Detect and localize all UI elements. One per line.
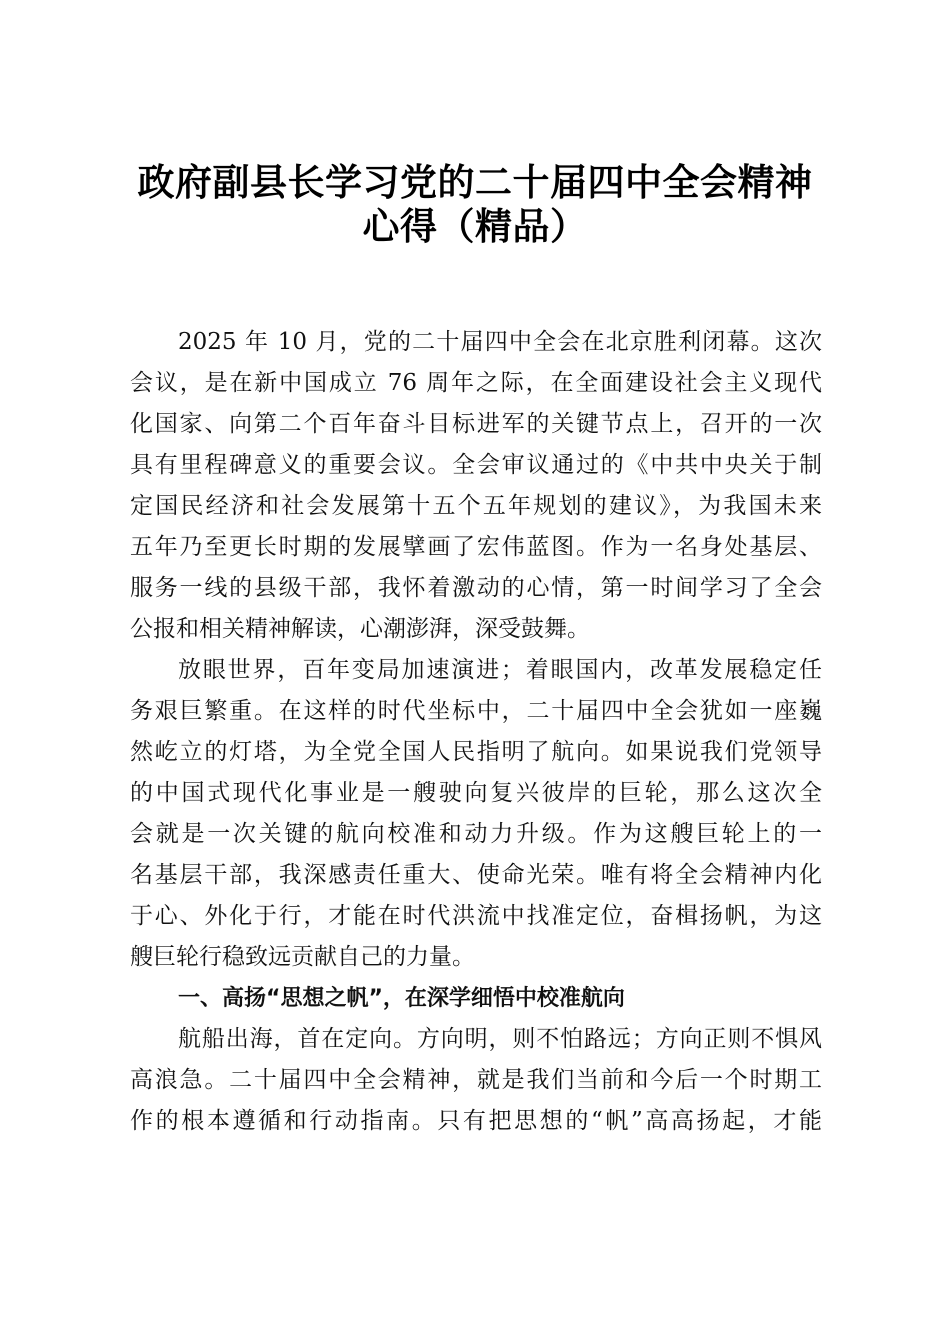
text-line: 五年乃至更长时期的发展擘画了宏伟蓝图。作为一名身处基层、 bbox=[130, 534, 822, 560]
text-line: 会议，是在新中国成立 76 周年之际，在全面建设社会主义现代 bbox=[130, 370, 822, 396]
text-line: 服务一线的县级干部，我怀着激动的心情，第一时间学习了全会 bbox=[130, 575, 822, 601]
text-line: 务艰巨繁重。在这样的时代坐标中，二十届四中全会犹如一座巍 bbox=[130, 698, 822, 724]
document-body bbox=[130, 322, 822, 1142]
paragraph-2 bbox=[130, 650, 822, 978]
text-line: 然屹立的灯塔，为全党全国人民指明了航向。如果说我们党领导 bbox=[130, 739, 822, 765]
text-line: 会就是一次关键的航向校准和动力升级。作为这艘巨轮上的一 bbox=[130, 821, 822, 847]
paragraph-3 bbox=[130, 1019, 822, 1142]
text-line: 公报和相关精神解读，心潮澎湃，深受鼓舞。 bbox=[130, 616, 590, 642]
text-line: 航船出海，首在定向。方向明，则不怕路远；方向正则不惧风 bbox=[178, 1026, 822, 1052]
section-heading-text: 一、高扬“思想之帆”，在深学细悟中校准航向 bbox=[178, 986, 625, 1011]
text-line: 定国民经济和社会发展第十五个五年规划的建议》，为我国未来 bbox=[130, 493, 822, 519]
document-title bbox=[120, 160, 830, 248]
text-line: 名基层干部，我深感责任重大、使命光荣。唯有将全会精神内化 bbox=[130, 862, 822, 888]
text-line: 放眼世界，百年变局加速演进；着眼国内，改革发展稳定任 bbox=[178, 657, 822, 683]
text-line: 化国家、向第二个百年奋斗目标进军的关键节点上，召开的一次 bbox=[130, 411, 822, 437]
text-line: 高浪急。二十届四中全会精神，就是我们当前和今后一个时期工 bbox=[130, 1067, 822, 1093]
title-line-1: 政府副县长学习党的二十届四中全会精神 bbox=[137, 160, 813, 204]
text-line: 具有里程碑意义的重要会议。全会审议通过的《中共中央关于制 bbox=[130, 452, 822, 478]
section-heading-1 bbox=[130, 978, 822, 1019]
paragraph-1 bbox=[130, 322, 822, 650]
text-line: 2025 年 10 月，党的二十届四中全会在北京胜利闭幕。这次 bbox=[178, 329, 822, 355]
text-line: 作的根本遵循和行动指南。只有把思想的“帆”高高扬起，才能 bbox=[130, 1108, 822, 1134]
title-line-2: 心得（精品） bbox=[362, 204, 588, 248]
text-line: 于心、外化于行，才能在时代洪流中找准定位，奋楫扬帆，为这 bbox=[130, 903, 822, 929]
text-line: 的中国式现代化事业是一艘驶向复兴彼岸的巨轮，那么这次全 bbox=[130, 780, 822, 806]
text-line: 艘巨轮行稳致远贡献自己的力量。 bbox=[130, 944, 475, 970]
